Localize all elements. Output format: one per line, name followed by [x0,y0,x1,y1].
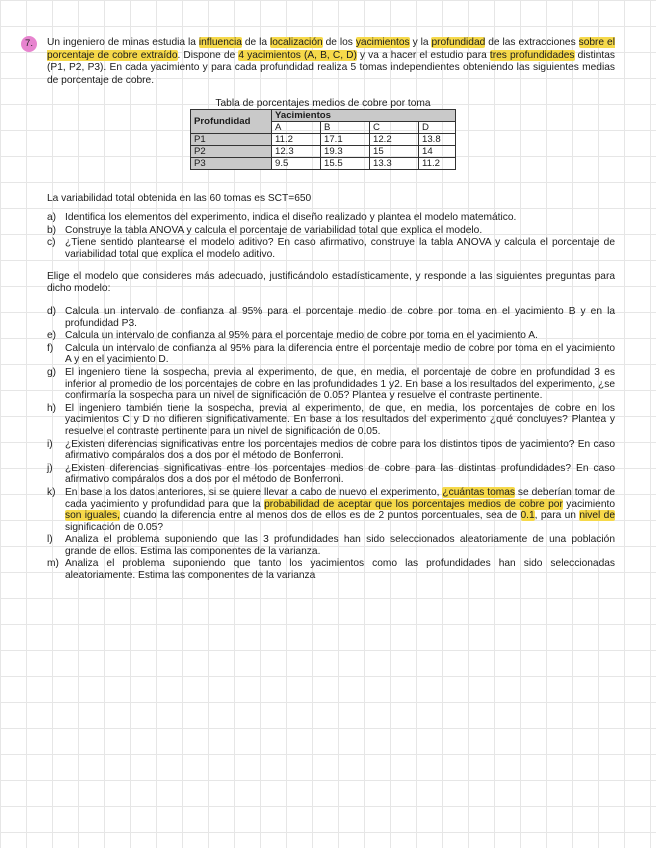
col-group-yacimientos: Yacimientos [272,110,456,122]
question-label: i) [47,438,53,450]
question-label: l) [47,534,53,546]
column-header: B [321,122,370,134]
question-item [47,330,615,342]
text-segment: Calcula un intervalo de confianza al 95% para el porcentaje medio de cobre por toma en el yacimiento B y en la profundidad P3. [65,306,615,329]
question-label: d) [47,306,57,317]
text-segment: y la [409,37,432,48]
row-label: P2 [191,146,272,158]
text-segment: ¿Existen diferencias significativas entre los porcentajes medios de cobre para las distintas profundidades? En caso afirmativo compáralos dos a dos por el método de Bonferroni. [65,462,615,486]
question-item [47,439,615,462]
text-segment: En base a los datos anteriores, si se quiere llevar a cabo de nuevo el experimento, [65,486,443,498]
question-text [65,367,615,402]
table-cell: 15 [370,146,419,158]
highlighted-text: sobre el porcentaje de cobre extraído [47,37,615,61]
text-segment: y va a hacer el estudio para [356,49,490,61]
question-text [65,330,615,342]
row-label: P3 [191,158,272,170]
table-cell: 14 [419,146,456,158]
question-text [65,439,615,462]
question-label: j) [47,462,53,474]
column-header: D [419,122,456,134]
highlighted-text: localización [269,37,323,48]
question-text [65,487,615,533]
table-cell: 19.3 [321,146,370,158]
text-segment: El ingeniero tiene la sospecha, previa al experimento, de que, en media, el porcentaje de cobre en profundidad 3 es inferior al promedio de los porcentajes de cobre en las profundidades 1 y2. En base a los resultados del experimento, ¿se confirmaría la sospecha para un nivel de significación de 0.05? Plantea y resuelve el contraste pertinente. [65,366,615,402]
highlighted-text: 0.1 [520,510,535,522]
text-segment: se deberían tomar de cada yacimiento y profundidad para que la [65,486,616,510]
highlighted-text: profundidad [431,37,486,48]
column-header: A [272,122,321,134]
text-segment: cuando la diferencia entre al menos dos de ellos es de 2 puntos porcentuales, sea de [119,510,521,522]
table-cell: 13.8 [419,134,456,146]
column-header: C [370,122,419,134]
text-segment: yacimiento [562,498,616,510]
highlighted-text: tres profundidades [489,49,575,61]
text-segment: de las extracciones [485,37,579,48]
table-cell: 12.2 [370,134,419,146]
text-segment: ¿Tiene sentido plantearse el modelo aditivo? En caso afirmativo, construye la tabla ANOVA y calcula el porcentaje de variabilidad total que explica el modelo aditivo. [65,237,615,260]
question-text [65,403,615,438]
table-caption: Tabla de porcentajes medios de cobre por toma [215,98,431,109]
question-text [65,534,615,557]
table-cell: 13.3 [370,158,419,170]
highlighted-text: nivel de [579,510,616,522]
sct-statement: La variabilidad total obtenida en las 60 tomas es SCT=650 [47,193,312,204]
question-item [47,237,615,260]
table-cell: 17.1 [321,134,370,146]
table-row [191,158,456,170]
question-list-b [47,306,615,583]
question-text [65,225,615,237]
highlighted-text: 4 yacimientos (A, B, C, D) [238,49,357,61]
text-segment: Analiza el problema suponiendo que las 3 profundidades han sido seleccionados aleatoriamente de una población grande de ellos. Estima las componentes de la varianza. [65,534,615,557]
copper-percentage-table [190,109,456,170]
text-segment: distintas (P1, P2, P3). En cada yacimiento y para cada profundidad realiza 5 tomas independientes obteniendo las siguientes medias de porcentaje de cobre. [47,49,616,86]
table-cell: 12.3 [272,146,321,158]
question-label: b) [47,224,57,236]
highlighted-text: ¿cuántas tomas [442,486,515,498]
question-label: a) [47,212,57,223]
question-list-a [47,212,615,261]
question-item [47,212,615,224]
table-cell: 11.2 [272,134,321,146]
question-item [47,403,615,438]
text-segment: de los [322,37,356,48]
question-item [47,225,615,237]
highlighted-text: probabilidad de aceptar que los porcentajes medios de cobre por [264,498,563,510]
highlighted-text: son iguales, [65,510,120,522]
row-label: P1 [191,134,272,146]
text-segment: Calcula un intervalo de confianza al 95% para el porcentaje medio de cobre por toma en el yacimiento A. [65,330,538,342]
text-segment: Calcula un intervalo de confianza al 95% para la diferencia entre el porcentaje medio de cobre por toma en el yacimiento A y en el yacimiento D. [65,342,615,366]
question-text [65,212,615,224]
table-row [191,146,456,158]
highlighted-text: yacimientos [355,37,410,48]
model-choice-statement: Elige el modelo que consideres más adecuado, justificándolo estadísticamente, y responde a las siguientes preguntas para dicho modelo: [47,271,615,294]
question-label: f) [47,342,54,354]
question-item [47,487,615,533]
text-segment: . Dispone de [177,49,239,61]
text-segment: El ingeniero también tiene la sospecha, previa al experimento, de que, en media, los porcentajes de cobre en los yacimientos C y D no difieren significativamente. En base a los resultados del experimento ¿qué concluyes? Plantea y resuelve el contraste pertinente para un nivel de significación de 0.05. [65,402,615,437]
question-label: h) [47,402,57,414]
question-text [65,343,615,366]
question-item [47,306,615,329]
question-text [65,306,615,329]
table-row [191,134,456,146]
question-item [47,343,615,366]
table-cell: 15.5 [321,158,370,170]
problem-statement [47,37,615,87]
text-segment: Analiza el problema suponiendo que tanto los yacimientos como las profundidades han sido seleccionadas aleatoriamente. Estima las componentes de la varianza [65,558,615,582]
question-item [47,463,615,486]
question-text [65,463,615,486]
text-segment: Un ingeniero de minas estudia la [47,37,199,48]
question-text [65,237,615,260]
question-label: g) [47,366,57,378]
question-label: k) [47,486,56,498]
question-item [47,534,615,557]
highlighted-text: influencia [198,37,242,48]
question-item [47,367,615,402]
problem-number-badge: 7. [21,36,37,52]
row-header-profundidad: Profundidad [191,110,272,134]
question-item [47,558,615,581]
question-label: e) [47,330,57,342]
text-segment: , para un [534,510,580,522]
text-segment: de la [241,37,270,48]
table-header-row [191,110,456,122]
table-cell: 9.5 [272,158,321,170]
text-segment: Identifica los elementos del experimento, indica el diseño realizado y plantea el modelo matemático. [65,212,517,223]
question-text [65,558,615,581]
table-cell: 11.2 [419,158,456,170]
question-label: m) [47,558,59,570]
text-segment: Construye la tabla ANOVA y calcula el porcentaje de variabilidad total que explica el modelo. [65,224,483,236]
text-segment: significación de 0.05? [65,521,163,533]
text-segment: ¿Existen diferencias significativas entre los porcentajes medios de cobre para los distintos tipos de yacimiento? En caso afirmativo compáralos dos a dos por el método de Bonferroni. [65,438,615,462]
question-label: c) [47,237,56,249]
